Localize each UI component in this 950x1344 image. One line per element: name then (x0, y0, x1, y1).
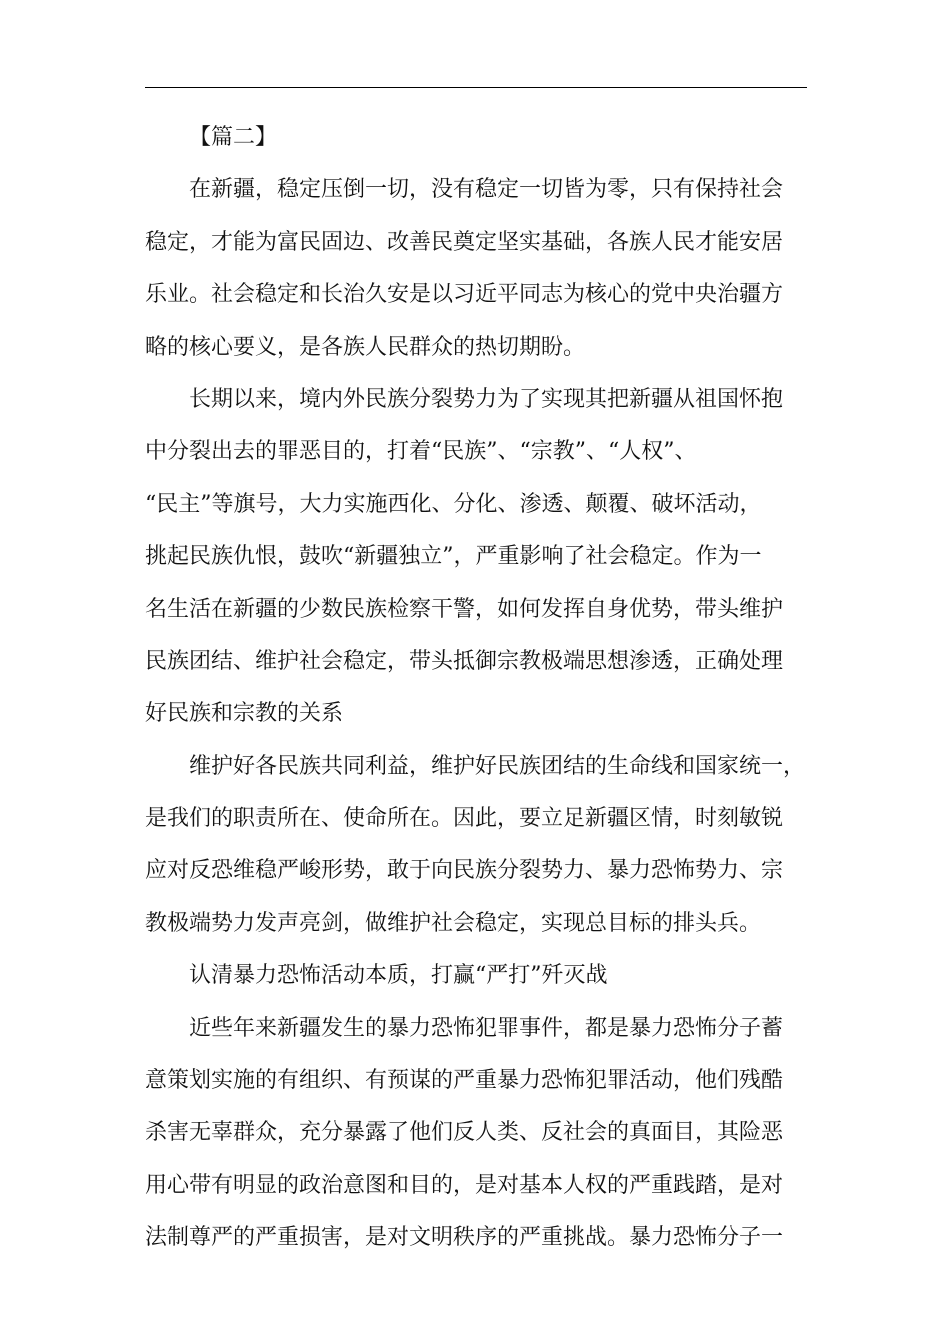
text-line: 略的核心要义，是各族人民群众的热切期盼。 (145, 334, 586, 360)
section-heading: 【篇二】 (189, 125, 278, 150)
text-line: 中分裂出去的罪恶目的，打着“民族”、“宗教”、“人权”、 (145, 439, 697, 465)
text-line: 用心带有明显的政治意图和目的，是对基本人权的严重践踏，是对 (145, 1172, 784, 1198)
text-line: 名生活在新疆的少数民族检察干警，如何发挥自身优势，带头维护 (145, 596, 784, 622)
text-line: 法制尊严的严重损害，是对文明秩序的严重挑战。暴力恐怖分子一 (145, 1225, 784, 1251)
text-line: 杀害无辜群众，充分暴露了他们反人类、反社会的真面目，其险恶 (145, 1120, 784, 1146)
header-rule (145, 87, 807, 88)
text-line: 挑起民族仇恨，鼓吹“新疆独立”，严重影响了社会稳定。作为一 (145, 544, 762, 570)
text-line: 乐业。社会稳定和长治久安是以习近平同志为核心的党中央治疆方 (145, 282, 784, 308)
document-body (145, 118, 807, 1271)
text-line: 好民族和宗教的关系 (145, 701, 344, 727)
body-text (145, 170, 807, 1270)
text-line: 是我们的职责所在、使命所在。因此，要立足新疆区情，时刻敏锐 (145, 806, 784, 832)
text-line: 维护好各民族共同利益，维护好民族团结的生命线和国家统一， (189, 753, 806, 779)
text-line: 教极端势力发声亮剑，做维护社会稳定，实现总目标的排头兵。 (145, 910, 762, 936)
text-line: 意策划实施的有组织、有预谋的严重暴力恐怖犯罪活动，他们残酷 (145, 1068, 784, 1094)
text-line: 在新疆，稳定压倒一切，没有稳定一切皆为零，只有保持社会 (189, 177, 784, 203)
text-line: 近些年来新疆发生的暴力恐怖犯罪事件，都是暴力恐怖分子蓄 (189, 1015, 784, 1041)
text-line: 稳定，才能为富民固边、改善民奠定坚实基础，各族人民才能安居 (145, 229, 784, 255)
text-line: 长期以来，境内外民族分裂势力为了实现其把新疆从祖国怀抱 (189, 386, 784, 412)
text-line: 应对反恐维稳严峻形势，敢于向民族分裂势力、暴力恐怖势力、宗 (145, 858, 784, 884)
text-line: 民族团结、维护社会稳定，带头抵御宗教极端思想渗透，正确处理 (145, 648, 784, 674)
text-line: “民主”等旗号，大力实施西化、分化、渗透、颠覆、破坏活动， (145, 491, 762, 517)
text-line: 认清暴力恐怖活动本质，打赢“严打”歼灭战 (189, 963, 608, 989)
